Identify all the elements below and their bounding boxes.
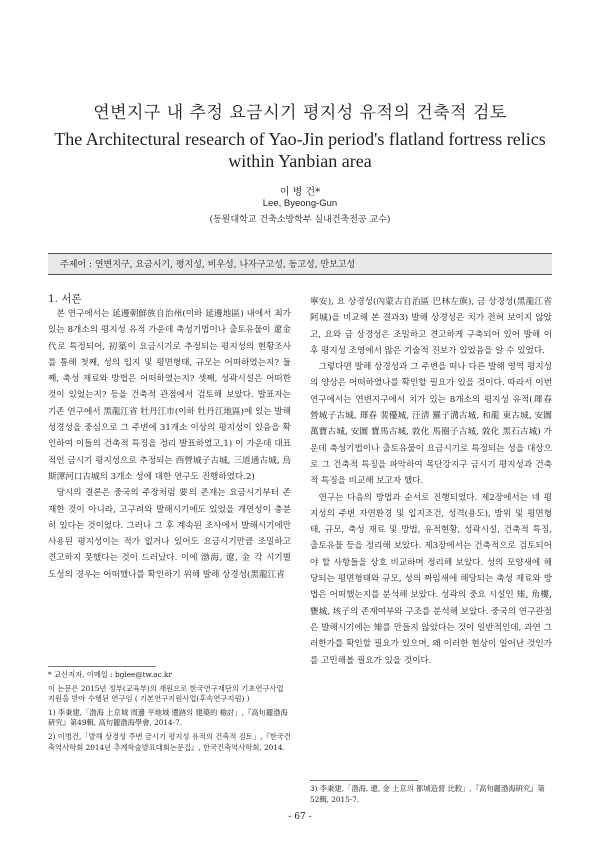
body-paragraph: 연구는 다음의 방법과 순서로 진행되었다. 제2장에서는 네 평지성의 주변 자연환경 및 입지조건, 성격(용도), 방위 및 평면형태, 규모, 축성 재료 및 방법, 유적현황, 성곽시설, 건축적 특징, 출토유물 등을 정리해 보았다. 제3장에서는 건축적으로 검토되어야 할 사항들을 상호 비교하며 정리해 보았다. 성의 모양새에 해당되는 평면형태와 규모, 성의 짜임새에 해당되는 축성 재료와 방법은 어떠했는지를 분석해 보았다. 성곽의 중요 시설인 雉, 角樓, 甕城, 垓子의 존재여부와 구조를 분석해 보았다. 중국의 연구관점은 발해시기에는 雉를 만들지 않았다는 것이 일반적인데, 과연 그러한가를 확인할 필요가 있으며, 왜 이러한 현상이 일어난 것인가를 고민해볼 필요가 있을 것이다. [310,492,552,666]
paper-title-english-line2: within Yanbian area [228,151,372,171]
footnote: 1) 李秉建,「渤海 上京城 周邊 平地城 遺跡의 建築的 檢討」,『高句麗渤海硏究』第49輯, 高句麗渤海學會, 2014-7. [48,707,288,728]
body-paragraph: 寧安), 요 상경성(內蒙古自治區 巴林左旗), 금 상경성(黑龍江省 阿城)을 비교해 본 결과3) 발해 상경성은 치가 전혀 보이지 않았고, 요와 금 상경성은 조밀하고 견고하게 구축되어 있어 발해 이후 평지성 조영에서 많은 기술적 진보가 있었음을 알 수 있었다. [310,297,552,356]
paper-title-korean: 연변지구 내 추정 요금시기 평지성 유적의 건축적 검토 [93,103,507,123]
right-column [310,294,552,669]
footnote: 이 논문은 2015년 정부(교육부)의 재원으로 한국연구재단의 기초연구사업 지원을 받아 수행된 연구임 ( 기본연구지원사업(후속연구지원) ) [48,683,284,704]
footnotes-left [48,666,291,756]
author-affiliation: (동원대학교 건축소방학부 실내건축전공 교수) [209,215,391,225]
footnote: 2) 이병건,「발해 상경성 주변 금시기 평지성 유적의 건축적 검토」,『한국건축역사학회 2014년 추계학술발표대회논문집』, 한국건축역사학회, 2014. [48,731,291,752]
footnote-divider [310,780,418,781]
footnote: * 교신저자, 이메일 : bglee@tw.ac.kr [48,670,172,679]
footnotes-right [310,780,552,808]
paper-title-english [40,128,560,172]
body-paragraph: 본 연구에서는 延邊朝鮮族自治州(이하 延邊地區) 내에서 최가 있는 8개소의 평지성 유적 가운데 축성기법이나 출토유물이 遼金代로 특정되어, 初築이 요금시기로 추정되는 평지성의 현황조사를 통해 첫째, 성의 입지 및 평면형태, 규모는 어떠하였는지? 둘째, 축성 재료와 방법은 어떠하였는지? 셋째, 성곽시설은 어떠한 것이 있었는지? 등을 건축적 관점에서 검토해 보았다. 발표자는 기존 연구에서 黑龍江省 牡丹江市(이하 牡丹江地區)에 있는 발해 성경성을 중심으로 그 주변에 31개소 이상의 평지성이 있음을 확인하여 이들의 건축적 특징을 정리 발표하였고,1) 이 가운데 대표적인 금시기 평지성으로 추정되는 西營城子古城, 三道通古城, 烏斯渾河口古城의 3개소 성에 대한 연구도 진행하였다.2) [48,309,291,482]
page-number: - 67 - [288,812,312,822]
footnote-divider [48,666,156,667]
keywords-box [48,253,552,275]
author-korean: 이 병 건* [279,187,321,198]
body-paragraph: 당시의 결론은 중국의 주장처럼 要의 존재는 요금시기부터 존재한 것이 아니라, 고구려와 발해시기에도 있었을 개연성이 충분히 있다는 것이었다. 그러나 그 후 계속된 조사에서 발해시기에만 사용된 평지성이는 적가 없거나 있어도 요금시기만큼 조밀하고 견고하지 못했다는 것이 드러났다. 이에 渤海, 遼, 金 각 시기별 도성의 경우는 어떠했나를 확인하기 위해 발해 상경성(黑龍江省 [48,488,291,580]
author-english: Lee, Byeong-Gun [262,198,338,209]
section-heading: 1. 서론 [48,293,82,305]
left-column [48,306,291,583]
keywords-text: 주제어 : 연변지구, 요금시기, 평지성, 비우성, 나자구고성, 동고성, 만보고성 [60,260,356,270]
footnote: 3) 李秉建,「渤海, 遼, 金 上京의 都城造營 比較」,『高句麗渤海硏究』第52輯, 2015-7. [310,784,545,804]
paper-title-english-line1: The Architectural research of Yao-Jin period's flatland fortress relics [54,129,546,149]
body-paragraph: 그렇다면 발해 상경성과 그 주변을 떠나 다른 발해 영역 평지성의 양상은 어떠하였나를 확인할 필요가 있을 것이다. 따라서 이번 연구에서는 연변지구에서 치가 있는 8개소의 평지성 유적(琿春 營城子古城, 琿春 裴優城, 汪淸 羅子溝古城, 和龍 東古城, 安圖 萬寶古城, 安圖 寶馬古城, 敦化 馬圈子古城, 敦化 黑石古城) 가운데 축성기법이나 출토유물이 요금시기로 특정되는 성을 대상으로 그 건축적 특징을 파악하여 목단강지구 금시기 평지성과 건축적 특징을 비교해 보고자 했다. [310,362,552,487]
